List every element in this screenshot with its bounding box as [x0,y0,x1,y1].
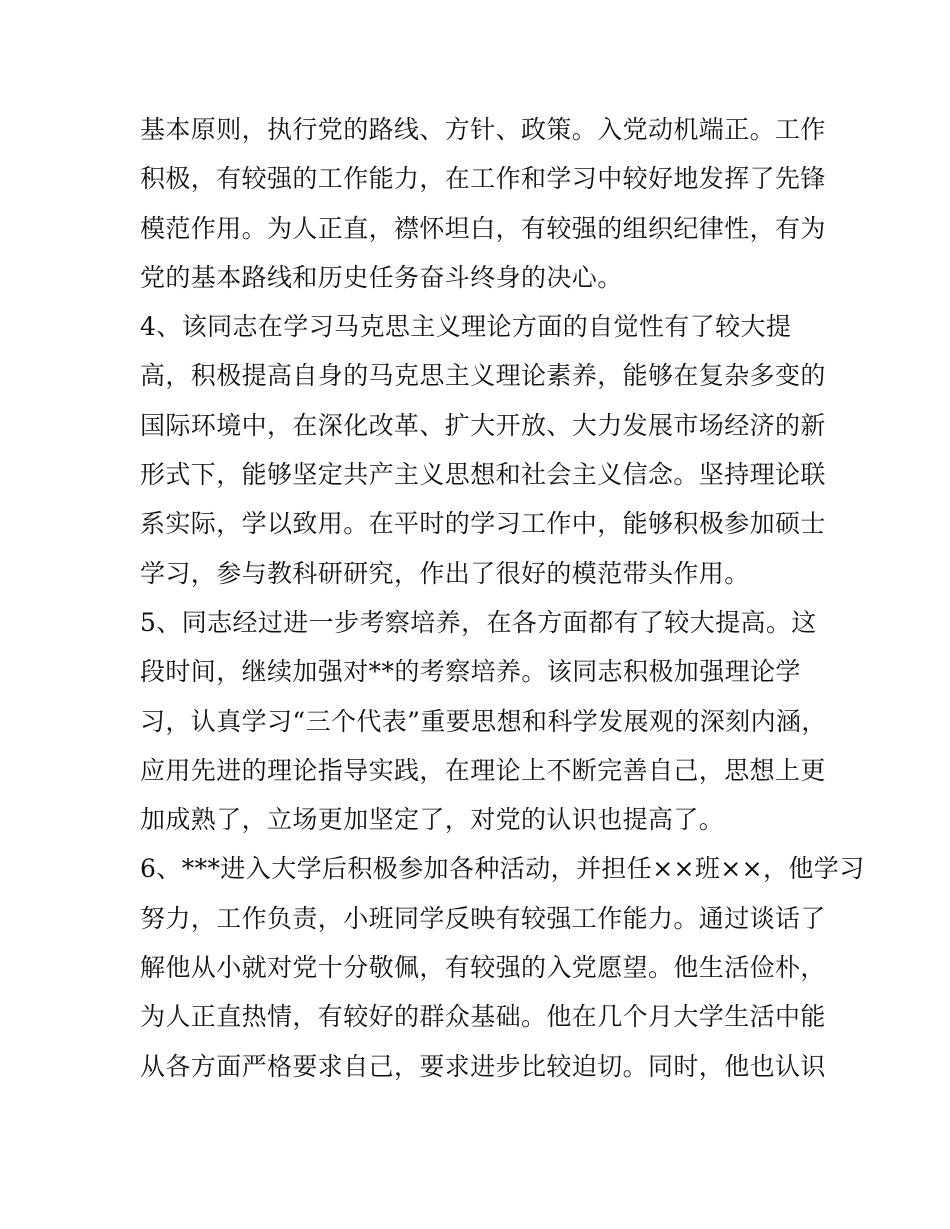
text-line: 6、***进入大学后积极参加各种活动，并担任××班××，他学习 [140,854,865,884]
text-line: 4、该同志在学习马克思主义理论方面的自觉性有了较大提 [140,312,792,342]
document-body [140,105,865,1091]
text-line: 高，积极提高自身的马克思主义理论素养，能够在复杂多变的 [140,361,826,391]
text-line: 习，认真学习“三个代表”重要思想和科学发展观的深刻内涵， [140,706,827,736]
text-line: 党的基本路线和历史任务奋斗终身的决心。 [140,262,623,292]
text-line: 解他从小就对党十分敬佩，有较强的入党愿望。他生活俭朴， [140,953,826,983]
text-line: 基本原则，执行党的路线、方针、政策。入党动机端正。工作 [140,115,826,144]
text-line: 学习，参与教科研研究，作出了很好的模范带头作用。 [140,558,750,588]
text-line: 模范作用。为人正直，襟怀坦白，有较强的组织纪律性，有为 [140,213,826,243]
text-line: 系实际，学以致用。在平时的学习工作中，能够积极参加硕士 [140,509,826,539]
text-line: 国际环境中，在深化改革、扩大开放、大力发展市场经济的新 [140,410,826,440]
text-line: 从各方面严格要求自己，要求进步比较迫切。同时，他也认识 [140,1051,826,1081]
text-line: 加成熟了，立场更加坚定了，对党的认识也提高了。 [140,805,725,835]
text-line: 5、同志经过进一步考察培养，在各方面都有了较大提高。这 [140,607,817,637]
text-line: 努力，工作负责，小班同学反映有较强工作能力。通过谈话了 [140,903,826,933]
text-line: 形式下，能够坚定共产主义思想和社会主义信念。坚持理论联 [140,460,826,490]
text-line: 积极，有较强的工作能力，在工作和学习中较好地发挥了先锋 [140,164,826,194]
text-line: 应用先进的理论指导实践，在理论上不断完善自己，思想上更 [140,755,826,785]
text-line: 段时间，继续加强对**的考察培养。该同志积极加强理论学 [140,657,801,687]
text-line: 为人正直热情，有较好的群众基础。他在几个月大学生活中能 [140,1002,826,1032]
